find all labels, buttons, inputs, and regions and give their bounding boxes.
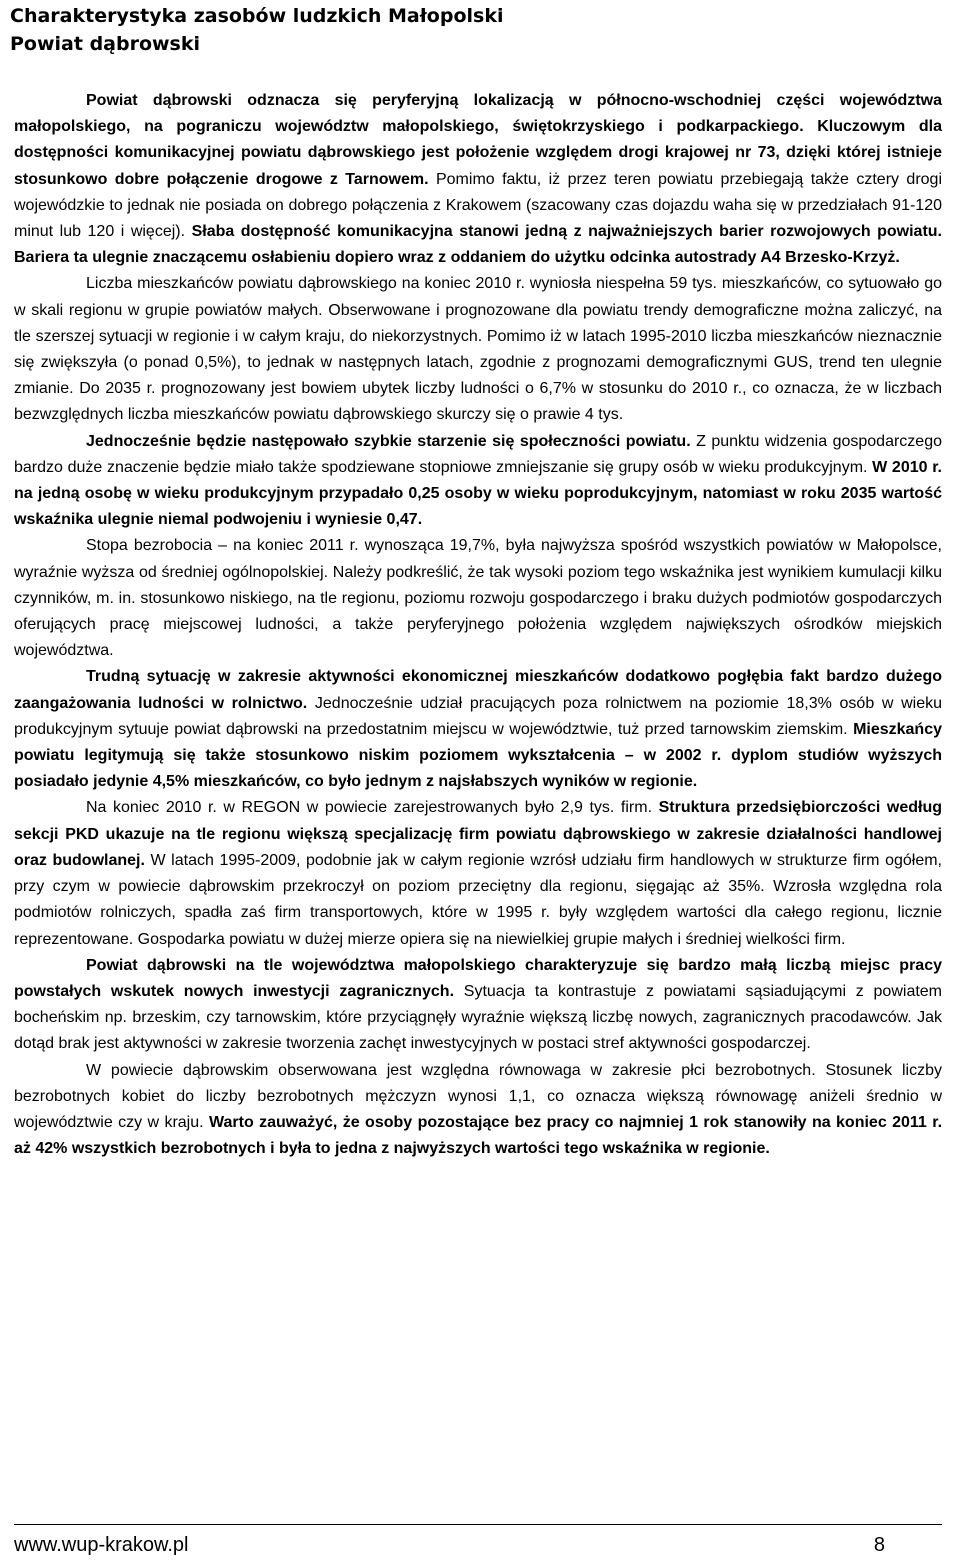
body-paragraph [14, 88, 942, 271]
text-run: Z punktu widzenia gospodarczego bardzo duże znaczenie będzie miało także spodziewane stopniowe zmniejszanie się grupy osób w wieku produkcyjnym. [14, 432, 942, 476]
document-subtitle: Powiat dąbrowski [10, 33, 201, 55]
bold-text-run: Warto zauważyć, że osoby pozostające bez pracy co najmniej 1 rok stanowiły na koniec 2011 r. aż 42% wszystkich bezrobotnych i była to jedna z najwyższych wartości tego wskaźnika w regionie. [14, 1113, 943, 1158]
body-paragraph [14, 429, 942, 534]
bold-text-run: Mieszkańcy powiatu legitymują się także stosunkowo niskim poziomem wykształcenia – w 2002 r. dyplom studiów wyższych posiadało jedynie 4,5% mieszkańców, co było jednym z najsłabszych wyników w regionie. [14, 720, 942, 791]
text-run: W latach 1995-2009, podobnie jak w całym regionie wzrósł udziału firm handlowych w strukturze firm ogółem, przy czym w powiecie dąbrowskim przekroczył on poziom przeciętny dla regionu, sięgając aż 35%. Wzrosła względna rola podmiotów rolniczych, spadła zaś firm transportowych, które w 1995 r. były względem wartości dla całego regionu, licznie reprezentowane. Gospodarka powiatu w dużej mierze opiera się na niewielkiej grupie małych i średniej wielkości firm. [14, 851, 942, 948]
bold-text-run: W 2010 r. na jedną osobę w wieku produkcyjnym przypadało 0,25 osoby w wieku poprodukcyjnym, natomiast w roku 2035 wartość wskaźnika ulegnie niemal podwojeniu i wyniesie 0,47. [14, 458, 942, 529]
bold-text-run: Jednocześnie będzie następowało szybkie starzenie się społeczności powiatu. [86, 432, 691, 450]
text-run: Pomimo faktu, iż przez teren powiatu przebiegają także cztery drogi wojewódzkie to jednak nie posiada on dobrego połączenia z Krakowem (szacowany czas dojazdu waha się w przedziałach 91-120 minut lub 120 i więcej). [14, 170, 943, 241]
body-paragraph [14, 795, 942, 952]
body-paragraph [14, 271, 942, 428]
footer-url[interactable]: www.wup-krakow.pl [14, 1534, 189, 1556]
bold-text-run: Powiat dąbrowski odznacza się peryferyjną lokalizacją w północno-wschodniej części województwa małopolskiego, na pograniczu województw małopolskiego, świętokrzyskiego i podkarpackiego. Kluczowym dla dostępności komunikacyjnej powiatu dąbrowskiego jest położenie względem drogi krajowej nr 73, dzięki której istnieje stosunkowo dobre połączenie drogowe z Tarnowem. [14, 92, 942, 188]
bold-text-run: Struktura przedsiębiorczości według sekcji PKD ukazuje na tle regionu większą specjalizację firm powiatu dąbrowskiego w zakresie działalności handlowej oraz budowlanej. [14, 799, 942, 869]
bold-text-run: Trudną sytuację w zakresie aktywności ekonomicznej mieszkańców dodatkowo pogłębia fakt bardzo dużego zaangażowania ludności w rolnictwo. [14, 668, 942, 712]
body-paragraph [14, 953, 942, 1058]
bold-text-run: Słaba dostępność komunikacyjna stanowi jedną z najważniejszych barier rozwojowych powiatu. Bariera ta ulegnie znaczącemu osłabieniu dopiero wraz z oddaniem do użytku odcinka autostrady A4 Brzesko-Krzyż. [14, 223, 943, 267]
page-footer [14, 1524, 942, 1559]
page-header [0, 0, 960, 58]
text-run: W powiecie dąbrowskim obserwowana jest względna równowaga w zakresie płci bezrobotnych. Stosunek liczby bezrobotnych kobiet do liczby bezrobotnych mężczyzn wynosi 1,1, co oznacza większą równowagę aniżeli średnio w województwie czy w kraju. [14, 1061, 942, 1131]
body-paragraph [14, 533, 942, 664]
text-run: Sytuacja ta kontrastuje z powiatami sąsiadującymi z powiatem bocheńskim np. brzeskim, czy tarnowskim, które przyciągnęły wyraźnie większą liczbę nowych, zagranicznych pracodawców. Jak dotąd brak jest aktywności w zakresie tworzenia zachęt inwestycyjnych w postaci stref aktywności gospodarczej. [14, 982, 943, 1053]
body-paragraph [14, 1058, 942, 1163]
document-body [14, 88, 942, 1162]
body-paragraph [14, 664, 942, 795]
text-run: Na koniec 2010 r. w REGON w powiecie zarejestrowanych było 2,9 tys. firm. [86, 799, 659, 817]
text-run: Stopa bezrobocia – na koniec 2011 r. wynosząca 19,7%, była najwyższa spośród wszystkich powiatów w Małopolsce, wyraźnie wyższa od średniej ogólnopolskiej. Należy podkreślić, że tak wysoki poziom tego wskaźnika jest wynikiem kumulacji kilku czynników, m. in. stosunkowo niskiego, na tle regionu, poziomu rozwoju gospodarczego i braku dużych podmiotów gospodarczych oferujących pracę miejscowej ludności, a także peryferyjnego położenia względem największych ośrodków miejskich województwa. [14, 537, 942, 660]
document-title: Charakterystyka zasobów ludzkich Małopolski [10, 5, 504, 27]
text-run: Jednocześnie udział pracujących poza rolnictwem na poziomie 18,3% osób w wieku produkcyjnym sytuuje powiat dąbrowski na przedostatnim miejscu w województwie, tuż przed tarnowskim ziemskim. [14, 694, 942, 738]
text-run: Liczba mieszkańców powiatu dąbrowskiego na koniec 2010 r. wyniosła niespełna 59 tys. mieszkańców, co sytuowało go w skali regionu w grupie powiatów małych. Obserwowane i prognozowane dla powiatu trendy demograficzne można zaliczyć, na tle szerszej sytuacji w regionie i w całym kraju, do niekorzystnych. Pomimo iż w latach 1995-2010 liczba mieszkańców nieznacznie się zwiększyła (o ponad 0,5%), to jednak w następnych latach, zgodnie z prognozami demograficznymi GUS, trend ten ulegnie zmianie. Do 2035 r. prognozowany jest bowiem ubytek liczby ludności o 6,7% w stosunku do 2010 r., co oznacza, że w liczbach bezwzględnych liczba mieszkańców powiatu dąbrowskiego skurczy się o prawie 4 tys. [14, 275, 942, 424]
bold-text-run: Powiat dąbrowski na tle województwa małopolskiego charakteryzuje się bardzo małą liczbą miejsc pracy powstałych wskutek nowych inwestycji zagranicznych. [14, 956, 942, 1000]
page-number: 8 [873, 1534, 885, 1556]
